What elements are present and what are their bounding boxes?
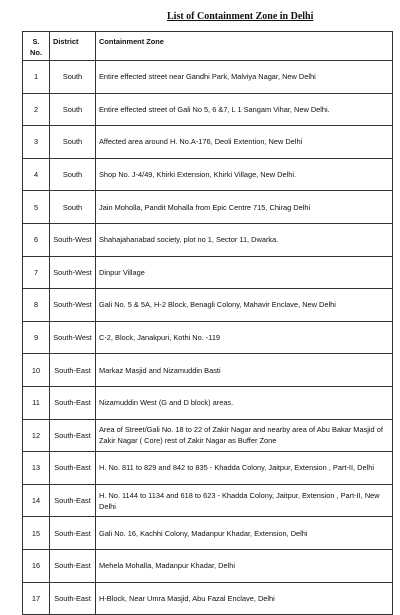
table-row (23, 484, 393, 517)
row-district: South-East (50, 354, 96, 387)
row-containment-zone: Shop No. J-4/49, Khirki Extension, Khirki Village, New Delhi. (96, 158, 393, 191)
row-containment-zone: Gali No. 5 & 5A, H-2 Block, Benagli Colony, Mahavir Enclave, New Delhi (96, 289, 393, 322)
row-containment-zone: H. No. 1144 to 1134 and 618 to 623 - Khadda Colony, Jaitpur, Extension , Part-II, New Delhi (96, 484, 393, 517)
table-row (23, 419, 393, 452)
row-sno: 6 (23, 223, 50, 256)
table-row (23, 93, 393, 126)
row-district: South-East (50, 582, 96, 615)
header-district: District (50, 32, 96, 61)
table-body (23, 61, 393, 615)
row-sno: 14 (23, 484, 50, 517)
row-district: South (50, 126, 96, 159)
row-containment-zone: Markaz Masjid and Nizamuddin Basti (96, 354, 393, 387)
row-containment-zone: Jain Moholla, Pandit Mohalla from Epic Centre 715, Chirag Delhi (96, 191, 393, 224)
row-district: South (50, 93, 96, 126)
row-sno: 4 (23, 158, 50, 191)
row-sno: 16 (23, 549, 50, 582)
row-district: South-West (50, 256, 96, 289)
row-containment-zone: Area of Street/Gali No. 18 to 22 of Zakir Nagar and nearby area of Abu Bakar Masjid of Zakir Nagar ( Core) rest of Zakir Nagar as Buffer Zone (96, 419, 393, 452)
row-district: South-East (50, 452, 96, 485)
row-sno: 17 (23, 582, 50, 615)
header-sno: S. No. (23, 32, 50, 61)
row-sno: 1 (23, 61, 50, 94)
table-row (23, 191, 393, 224)
table-row (23, 256, 393, 289)
row-district: South-East (50, 484, 96, 517)
table-row (23, 158, 393, 191)
row-containment-zone: H-Block, Near Umra Masjid, Abu Fazal Enclave, Delhi (96, 582, 393, 615)
table-row (23, 223, 393, 256)
row-containment-zone: Dinpur Village (96, 256, 393, 289)
row-district: South-West (50, 289, 96, 322)
row-containment-zone: Entire effected street near Gandhi Park, Malviya Nagar, New Delhi (96, 61, 393, 94)
row-sno: 11 (23, 386, 50, 419)
row-containment-zone: Shahajahanabad society, plot no 1, Sector 11, Dwarka. (96, 223, 393, 256)
row-sno: 2 (23, 93, 50, 126)
row-sno: 7 (23, 256, 50, 289)
table-row (23, 289, 393, 322)
row-district: South-West (50, 321, 96, 354)
table-row (23, 321, 393, 354)
row-district: South-East (50, 517, 96, 550)
row-district: South-East (50, 419, 96, 452)
table-row (23, 452, 393, 485)
row-sno: 3 (23, 126, 50, 159)
row-containment-zone: Nizamuddin West (G and D block) areas. (96, 386, 393, 419)
row-sno: 15 (23, 517, 50, 550)
row-containment-zone: Affected area around H. No.A-176, Deoli Extention, New Delhi (96, 126, 393, 159)
row-containment-zone: Gali No. 16, Kachhi Colony, Madanpur Khadar, Extension, Delhi (96, 517, 393, 550)
page-title: List of Containment Zone in Delhi (167, 11, 314, 22)
row-district: South-East (50, 386, 96, 419)
table-row (23, 61, 393, 94)
row-district: South (50, 158, 96, 191)
table-row (23, 517, 393, 550)
row-sno: 10 (23, 354, 50, 387)
table-row (23, 386, 393, 419)
header-containment-zone: Containment Zone (96, 32, 393, 61)
row-district: South (50, 191, 96, 224)
row-sno: 5 (23, 191, 50, 224)
row-sno: 8 (23, 289, 50, 322)
row-containment-zone: H. No. 811 to 829 and 842 to 835 - Khadda Colony, Jaitpur, Extension , Part-II, Delhi (96, 452, 393, 485)
table-row (23, 354, 393, 387)
row-district: South (50, 61, 96, 94)
table-row (23, 549, 393, 582)
table-row (23, 582, 393, 615)
row-containment-zone: Mehela Mohalla, Madanpur Khadar, Delhi (96, 549, 393, 582)
row-sno: 9 (23, 321, 50, 354)
row-sno: 13 (23, 452, 50, 485)
row-containment-zone: Entire effected street of Gali No 5, 6 &7, L 1 Sangam Vihar, New Delhi. (96, 93, 393, 126)
row-sno: 12 (23, 419, 50, 452)
row-district: South-West (50, 223, 96, 256)
containment-zone-table (22, 31, 393, 615)
table-header-row (23, 32, 393, 61)
row-containment-zone: C-2, Block, Janakpuri, Kothi No. -119 (96, 321, 393, 354)
table-row (23, 126, 393, 159)
row-district: South-East (50, 549, 96, 582)
